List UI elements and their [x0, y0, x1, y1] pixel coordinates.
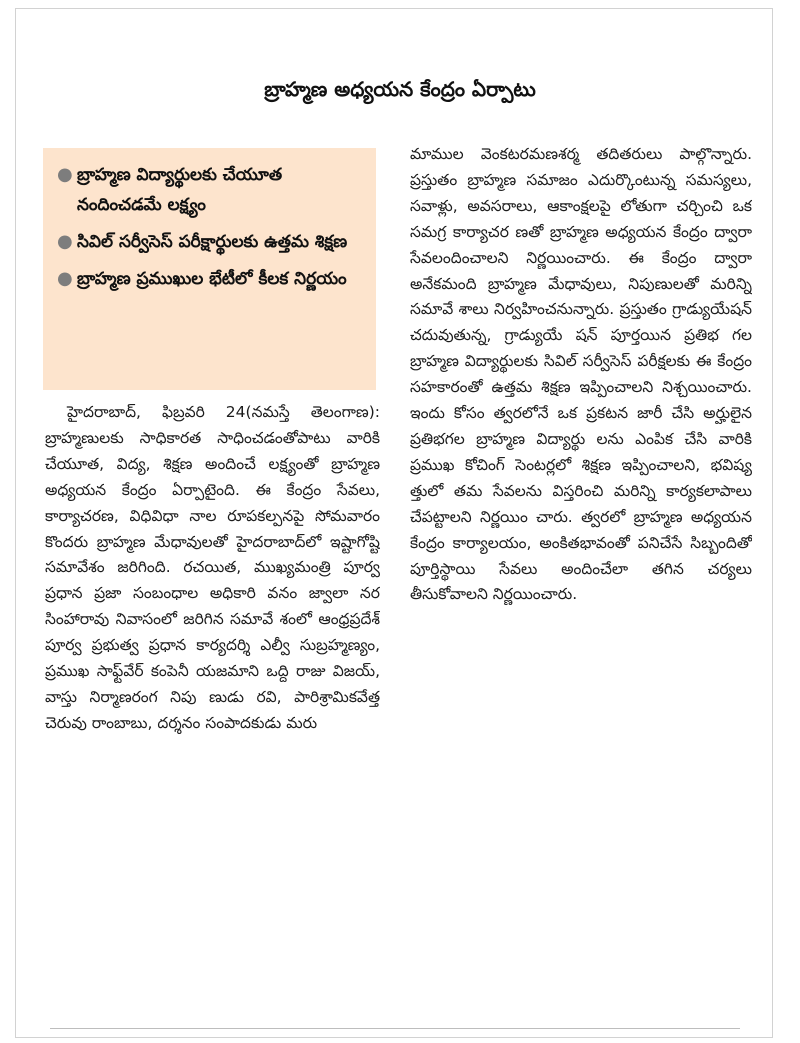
highlight-item [57, 264, 366, 294]
body-paragraph: మాముల వెంకటరమణశర్మ తదితరులు పాల్గొన్నారు. ప్రస్తుతం బ్రాహ్మణ సమాజం ఎదుర్కొంటున్న సమస్యలు, సవాళ్లు, అవసరాలు, ఆకాంక్షలపై లోతుగా చర్చించి ఒక సమగ్ర కార్యాచర ణతో బ్రాహ్మణ అధ్యయన కేంద్రం ద్వారా సేవలందించాలని నిర్ణయించారు. ఈ కేంద్రం ద్వారా అనేకమంది బ్రాహ్మణ మేధావులు, నిపుణులతో మరిన్ని సమావే శాలు నిర్వహించనున్నారు. ప్రస్తుతం గ్రాడ్యుయేషన్ చదువుతున్న, గ్రాడ్యుయే షన్ పూర్తయిన ప్రతిభ గల బ్రాహ్మణ విద్యార్థులకు సివిల్ సర్వీసెస్ పరీక్షలకు ఈ కేంద్రం సహకారంతో ఉత్తమ శిక్షణ ఇప్పించాలని నిశ్చయించారు. ఇందు కోసం త్వరలోనే ఒక ప్రకటన జారీ చేసి అర్హులైన ప్రతిభగల బ్రాహ్మణ విద్యార్థు లను ఎంపిక చేసి వారికి ప్రముఖ కోచింగ్ సెంటర్లలో శిక్షణ ఇప్పించాలని, భవిష్య త్తులో తమ సేవలను విస్తరించి మరిన్ని కార్యకలాపాలు చేపట్టాలని నిర్ణయిం చారు. త్వరలో బ్రాహ్మణ అధ్యయన కేంద్రం కార్యాలయం, అంకితభావంతో పనిచేసే సిబ్బందితో పూర్తిస్థాయి సేవలు అందించేలా తగిన చర్యలు తీసుకోవాలని నిర్ణయించారు. [410, 145, 752, 604]
body-paragraph: హైదరాబాద్, ఫిబ్రవరి 24(నమస్తే తెలంగాణ): బ్రాహ్మణులకు సాధికారత సాధించడంతోపాటు వారికి చేయూత, విద్య, శిక్షణ అందించే లక్ష్యంతో బ్రాహ్మణ అధ్యయన కేంద్రం ఏర్పాటైంది. ఈ కేంద్రం సేవలు, కార్యాచరణ, విధివిధా నాల రూపకల్పనపై సోమవారం కొందరు బ్రాహ్మణ మేధావులతో హైదరాబాద్‌లో ఇష్టాగోష్టి సమావేశం జరిగింది. రచయిత, ముఖ్యమంత్రి పూర్వ ప్రధాన ప్రజా సంబంధాల అధికారి వనం జ్వాలా నర సింహారావు నివాసంలో జరిగిన సమావే శంలో ఆంధ్రప్రదేశ్ పూర్వ ప్రభుత్వ ప్రధాన కార్యదర్శి ఎల్వీ సుబ్రహ్మణ్యం, ప్రముఖ సాఫ్ట్‌వేర్ కంపెనీ యజమాని ఒద్ది రాజు విజయ్, వాస్తు నిర్మాణరంగ నిపు ణుడు రవి, పారిశ్రామికవేత్త చెరువు రాంబాబు, దర్శనం సంపాదకుడు మరు [45, 403, 380, 732]
highlight-text: సివిల్ సర్వీసెస్ పరీక్షార్థులకు ఉత్తమ శిక్షణ [77, 232, 348, 252]
bullet-icon: ● [57, 231, 73, 252]
body-column-left [45, 400, 380, 1020]
bullet-icon: ● [57, 164, 73, 185]
bottom-divider [50, 1028, 740, 1029]
highlight-text: బ్రాహ్మణ విద్యార్థులకు చేయూత నందించడమే లక్ష్యం [77, 165, 283, 215]
highlight-item [57, 160, 366, 220]
bullet-icon: ● [57, 268, 73, 289]
article-headline: బ్రాహ్మణ అధ్యయన కేంద్రం ఏర్పాటు [264, 77, 536, 102]
highlight-item [57, 227, 366, 257]
body-column-right [410, 142, 752, 1022]
highlights-box [43, 148, 376, 390]
highlight-text: బ్రాహ్మణ ప్రముఖుల భేటీలో కీలక నిర్ణయం [77, 269, 347, 289]
